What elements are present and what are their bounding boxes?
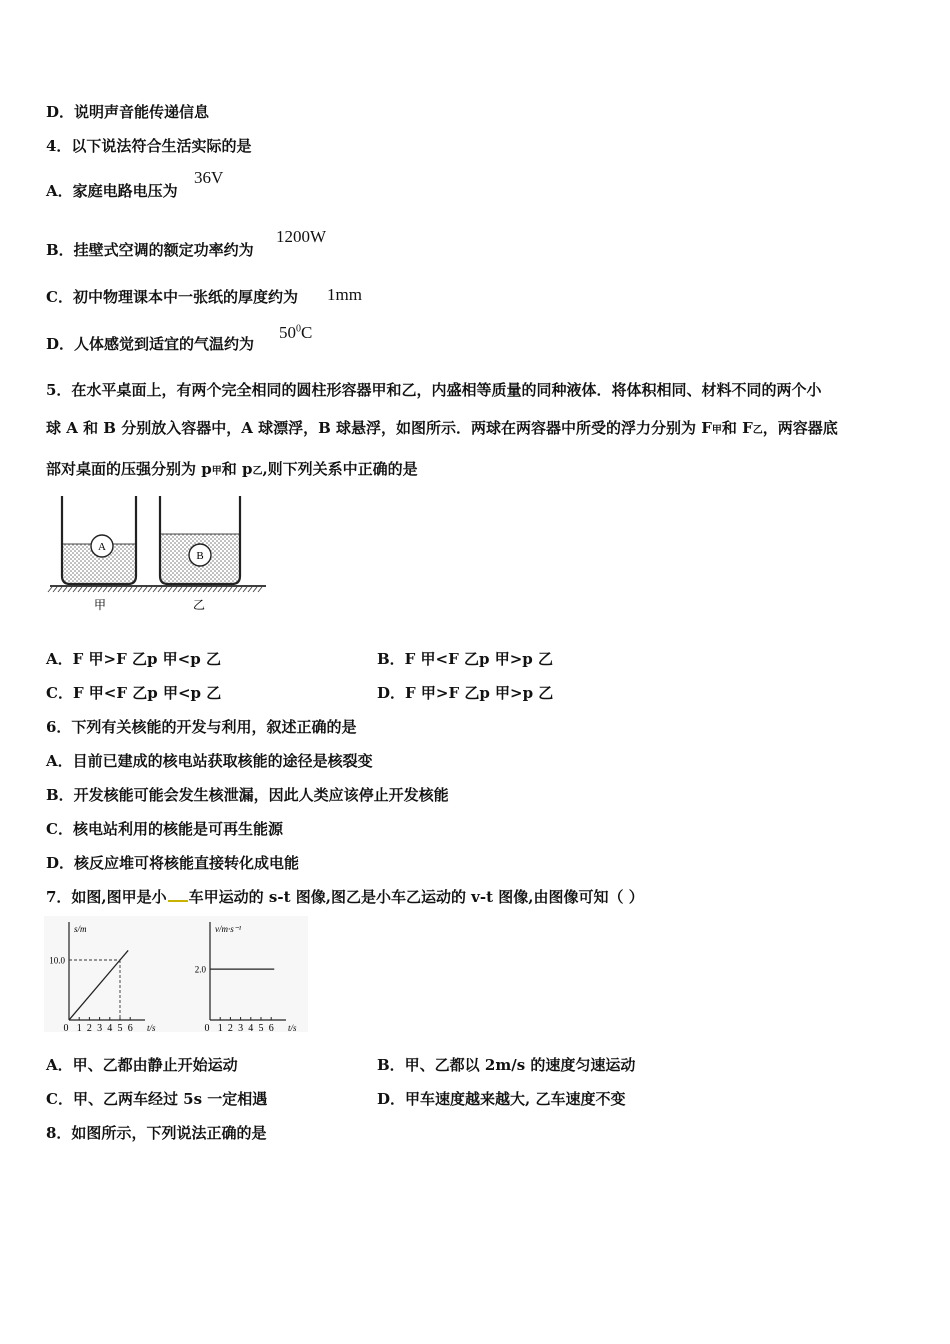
hatch-mark bbox=[48, 587, 52, 592]
q5-stem: 5．在水平桌面上，有两个完全相同的圆柱形容器甲和乙，内盛相等质量的同种液体．将体积相同、材料不同的两个小 球 A 和 B 分别放入容器中，A 球漂浮，B 球悬浮，如图所示．两球在两容器中所受的浮力分别为 F甲和 F乙，两容器底 部对桌面的压强分别为 p甲和 p乙,则下列关系中正确的是 bbox=[46, 381, 838, 478]
q7-option-a: A．甲、乙都由静止开始运动 bbox=[46, 1056, 238, 1074]
q5-option-c: C．F 甲<F 乙p 甲<p 乙 bbox=[46, 684, 222, 702]
q7-charts bbox=[44, 916, 308, 1032]
hatch-mark bbox=[73, 587, 77, 592]
q5-containers-figure bbox=[44, 492, 270, 614]
hatch-mark bbox=[58, 587, 62, 592]
hatch-mark bbox=[123, 587, 127, 592]
hatch-mark bbox=[198, 587, 202, 592]
hatch-mark bbox=[63, 587, 67, 592]
hatch-mark bbox=[68, 587, 72, 592]
q4-option-a-value: 36V bbox=[194, 168, 224, 187]
hatch-mark bbox=[208, 587, 212, 592]
ball-b-label: B bbox=[196, 550, 204, 562]
x-tick-label: 4 bbox=[248, 1023, 254, 1032]
x-tick-label: 2 bbox=[86, 1023, 92, 1032]
hatch-mark bbox=[113, 587, 117, 592]
x-tick-label: 0 bbox=[204, 1023, 210, 1032]
hatch-mark bbox=[173, 587, 177, 592]
q6-stem: 6．下列有关核能的开发与利用，叙述正确的是 bbox=[46, 718, 357, 736]
x-axis-label: t/s bbox=[147, 1023, 156, 1032]
x-tick-label: 5 bbox=[117, 1023, 123, 1032]
q7-stem: 7．如图,图甲是小 车甲运动的 s-t 图像,图乙是小车乙运动的 v-t 图像,由图像可知（ ） bbox=[46, 888, 644, 906]
hatch-mark bbox=[248, 587, 252, 592]
x-axis-label: t/s bbox=[288, 1023, 297, 1032]
hatch-mark bbox=[258, 587, 262, 592]
hatch-mark bbox=[128, 587, 132, 592]
q4-option-c: C．初中物理课本中一张纸的厚度约为 bbox=[46, 288, 298, 306]
scan-artifact-underline bbox=[168, 890, 188, 902]
hatch-mark bbox=[53, 587, 57, 592]
hatch-mark bbox=[203, 587, 207, 592]
hatch-mark bbox=[243, 587, 247, 592]
hatch-mark bbox=[98, 587, 102, 592]
q5-option-a: A．F 甲>F 乙p 甲<p 乙 bbox=[46, 650, 221, 668]
hatch-mark bbox=[253, 587, 257, 592]
q7-option-d: D．甲车速度越来越大, 乙车速度不变 bbox=[377, 1090, 626, 1108]
q4-option-c-value: 1mm bbox=[327, 285, 362, 304]
x-tick-label: 6 bbox=[127, 1023, 133, 1032]
hatch-mark bbox=[148, 587, 152, 592]
hatch-mark bbox=[193, 587, 197, 592]
y-tick-label: 10.0 bbox=[49, 955, 65, 966]
hatch-mark bbox=[108, 587, 112, 592]
container-left-label: 甲 bbox=[93, 598, 107, 612]
hatch-mark bbox=[133, 587, 137, 592]
hatch-mark bbox=[138, 587, 142, 592]
hatch-mark bbox=[83, 587, 87, 592]
x-tick-label: 3 bbox=[238, 1023, 244, 1032]
y-axis-label: s/m bbox=[74, 924, 87, 934]
q4-option-d: D．人体感觉到适宜的气温约为 bbox=[46, 335, 255, 353]
q6-option-b: B．开发核能可能会发生核泄漏，因此人类应该停止开发核能 bbox=[46, 786, 449, 804]
x-tick-label: 5 bbox=[258, 1023, 264, 1032]
q6-option-d: D．核反应堆可将核能直接转化成电能 bbox=[46, 854, 300, 872]
hatch-mark bbox=[188, 587, 192, 592]
hatch-mark bbox=[168, 587, 172, 592]
hatch-mark bbox=[118, 587, 122, 592]
x-tick-label: 3 bbox=[97, 1023, 103, 1032]
x-tick-label: 1 bbox=[217, 1023, 223, 1032]
y-axis-label: v/m·s⁻¹ bbox=[215, 924, 242, 934]
q6-option-c: C．核电站利用的核能是可再生能源 bbox=[46, 820, 283, 838]
hatch-mark bbox=[78, 587, 82, 592]
q8-stem: 8．如图所示，下列说法正确的是 bbox=[46, 1124, 267, 1142]
ball-a-label: A bbox=[98, 541, 106, 553]
x-tick-label: 4 bbox=[107, 1023, 113, 1032]
hatch-mark bbox=[213, 587, 217, 592]
container-right-label: 乙 bbox=[192, 598, 206, 612]
hatch-mark bbox=[223, 587, 227, 592]
q4-option-d-value: $50^0C$ bbox=[279, 323, 313, 342]
q7-option-c: C．甲、乙两车经过 5s 一定相遇 bbox=[46, 1090, 268, 1108]
q4-option-a: A．家庭电路电压为 bbox=[46, 182, 178, 200]
table-hatching bbox=[48, 587, 262, 592]
x-tick-label: 6 bbox=[268, 1023, 274, 1032]
hatch-mark bbox=[88, 587, 92, 592]
q4-option-b-value: 1200W bbox=[276, 227, 327, 246]
q4-stem: 4．以下说法符合生活实际的是 bbox=[46, 137, 252, 155]
x-tick-label: 1 bbox=[76, 1023, 82, 1032]
y-tick-label: 2.0 bbox=[194, 964, 206, 975]
q5-option-d: D．F 甲>F 乙p 甲>p 乙 bbox=[377, 684, 554, 702]
hatch-mark bbox=[238, 587, 242, 592]
hatch-mark bbox=[143, 587, 147, 592]
hatch-mark bbox=[218, 587, 222, 592]
hatch-mark bbox=[228, 587, 232, 592]
x-tick-label: 0 bbox=[63, 1023, 69, 1032]
q6-option-a: A．目前已建成的核电站获取核能的途径是核裂变 bbox=[46, 752, 373, 770]
q5-option-b: B．F 甲<F 乙p 甲>p 乙 bbox=[377, 650, 553, 668]
hatch-mark bbox=[93, 587, 97, 592]
hatch-mark bbox=[183, 587, 187, 592]
hatch-mark bbox=[163, 587, 167, 592]
q4-option-b: B．挂壁式空调的额定功率约为 bbox=[46, 241, 254, 259]
q7-option-b: B．甲、乙都以 2m/s 的速度匀速运动 bbox=[377, 1056, 636, 1074]
hatch-mark bbox=[178, 587, 182, 592]
q3-option-d: D．说明声音能传递信息 bbox=[46, 103, 210, 121]
hatch-mark bbox=[233, 587, 237, 592]
hatch-mark bbox=[103, 587, 107, 592]
x-tick-label: 2 bbox=[227, 1023, 233, 1032]
hatch-mark bbox=[153, 587, 157, 592]
hatch-mark bbox=[158, 587, 162, 592]
